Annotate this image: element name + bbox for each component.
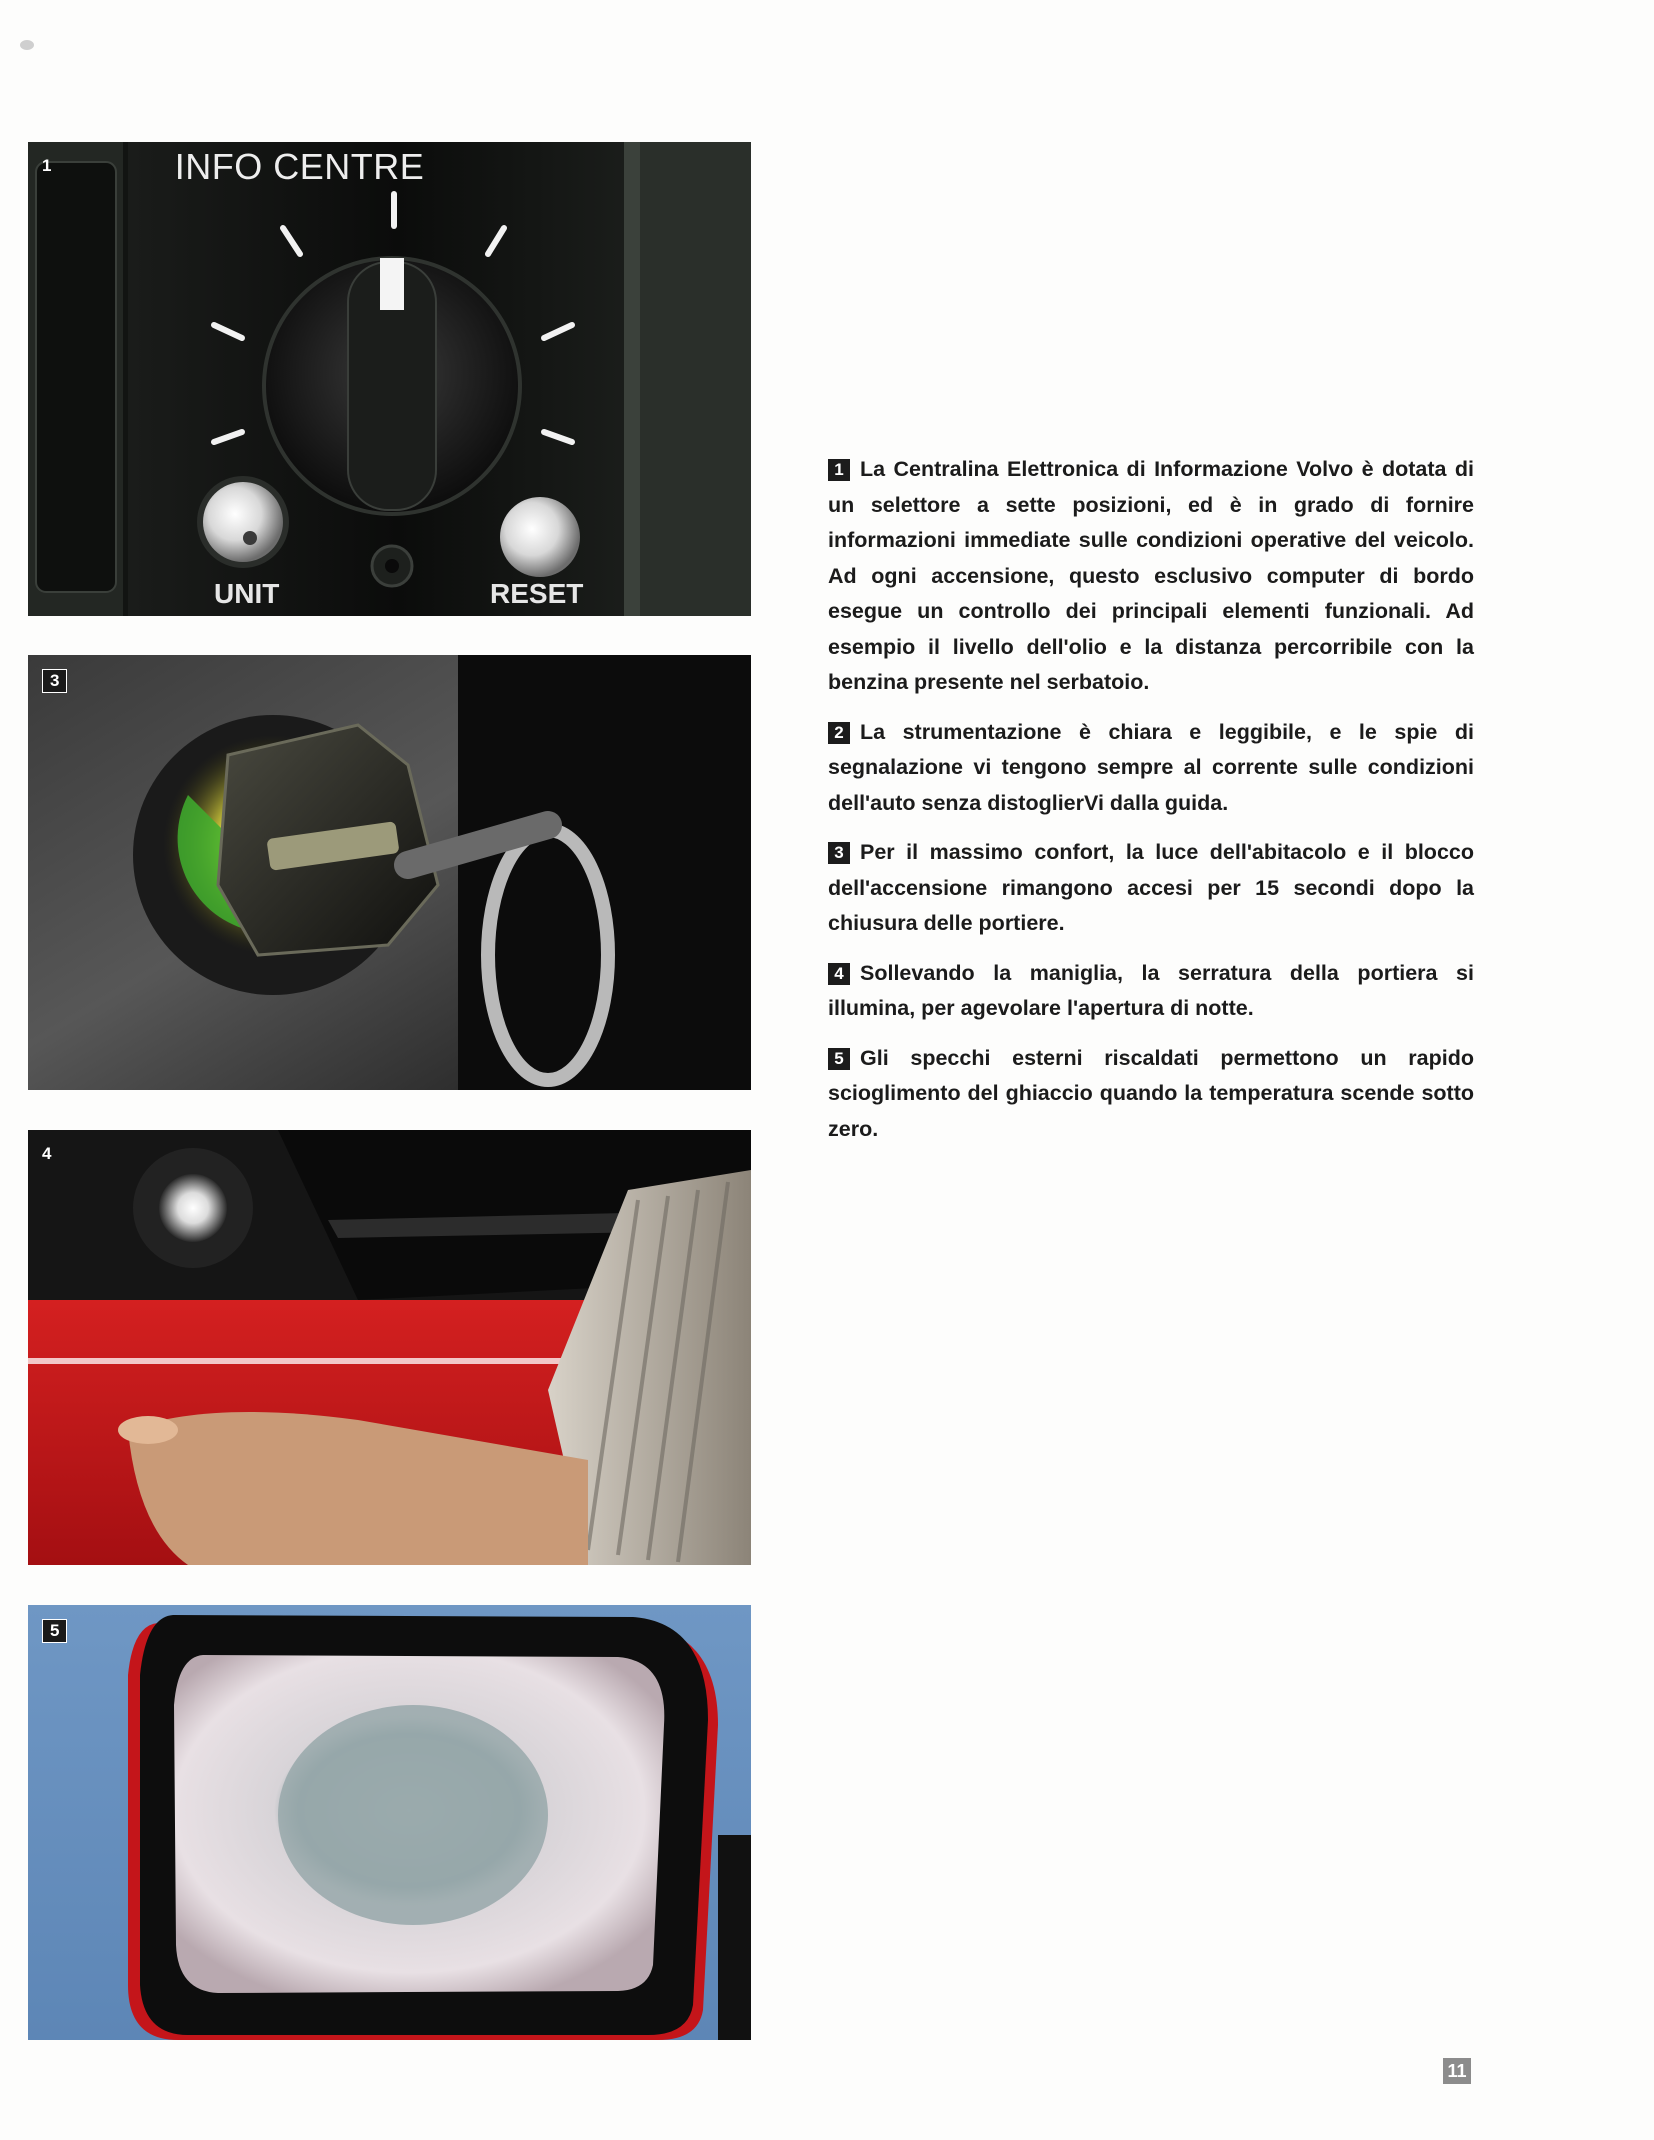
paragraph-4 [828,956,1474,1027]
paragraph-number: 5 [828,1048,850,1070]
description-column [828,452,1474,1161]
paragraph-number: 2 [828,722,850,744]
heated-mirror-illustration [28,1605,751,2040]
paragraph-1 [828,452,1474,701]
paragraph-text: Per il massimo confort, la luce dell'abitacolo e il blocco dell'accensione rimangono accesi per 15 secondi dopo la chiusura delle portiere. [828,840,1474,935]
photo-heated-mirror [28,1605,751,2040]
paragraph-5 [828,1041,1474,1148]
paragraph-text: La strumentazione è chiara e leggibile, e le spie di segnalazione vi tengono sempre al corrente sulle condizioni dell'auto senza distoglierVi dalla guida. [828,719,1474,815]
paragraph-2 [828,715,1474,822]
photo-number: 5 [42,1619,67,1643]
paragraph-text: La Centralina Elettronica di Informazione Volvo è dotata di un selettore a sette posizioni, ed è in grado di fornire informazioni immediate sulle condizioni operative del veicolo. Ad ogni accensione, questo esclusivo computer di bordo esegue un controllo dei principali elementi funzionali. Ad esempio il livello dell'olio e la distanza percorribile con la benzina presente nel serbatoio. [828,457,1474,694]
info-centre-title: INFO CENTRE [174,146,425,187]
paragraph-number: 1 [828,459,850,481]
photo-ignition-key [28,655,751,1090]
paragraph-text: Gli specchi esterni riscaldati permettono un rapido scioglimento del ghiaccio quando la temperatura scende sotto zero. [828,1045,1474,1141]
paragraph-number: 3 [828,842,850,864]
photo-number: 3 [42,669,67,693]
unit-label: UNIT [214,578,280,609]
photo-info-centre [28,142,751,616]
photo-number: 4 [42,1144,52,1163]
reset-label: RESET [490,578,584,609]
door-lock-illustration [28,1130,751,1565]
ignition-key-illustration [28,655,751,1090]
paragraph-3 [828,835,1474,942]
info-centre-illustration [28,142,751,616]
paragraph-text: Sollevando la maniglia, la serratura della portiera si illumina, per agevolare l'apertura di notte. [828,960,1474,1020]
page-number: 11 [1443,2058,1471,2084]
photo-number: 1 [42,156,52,175]
photo-door-lock [28,1130,751,1565]
paragraph-number: 4 [828,963,850,985]
corner-mark [20,40,34,50]
